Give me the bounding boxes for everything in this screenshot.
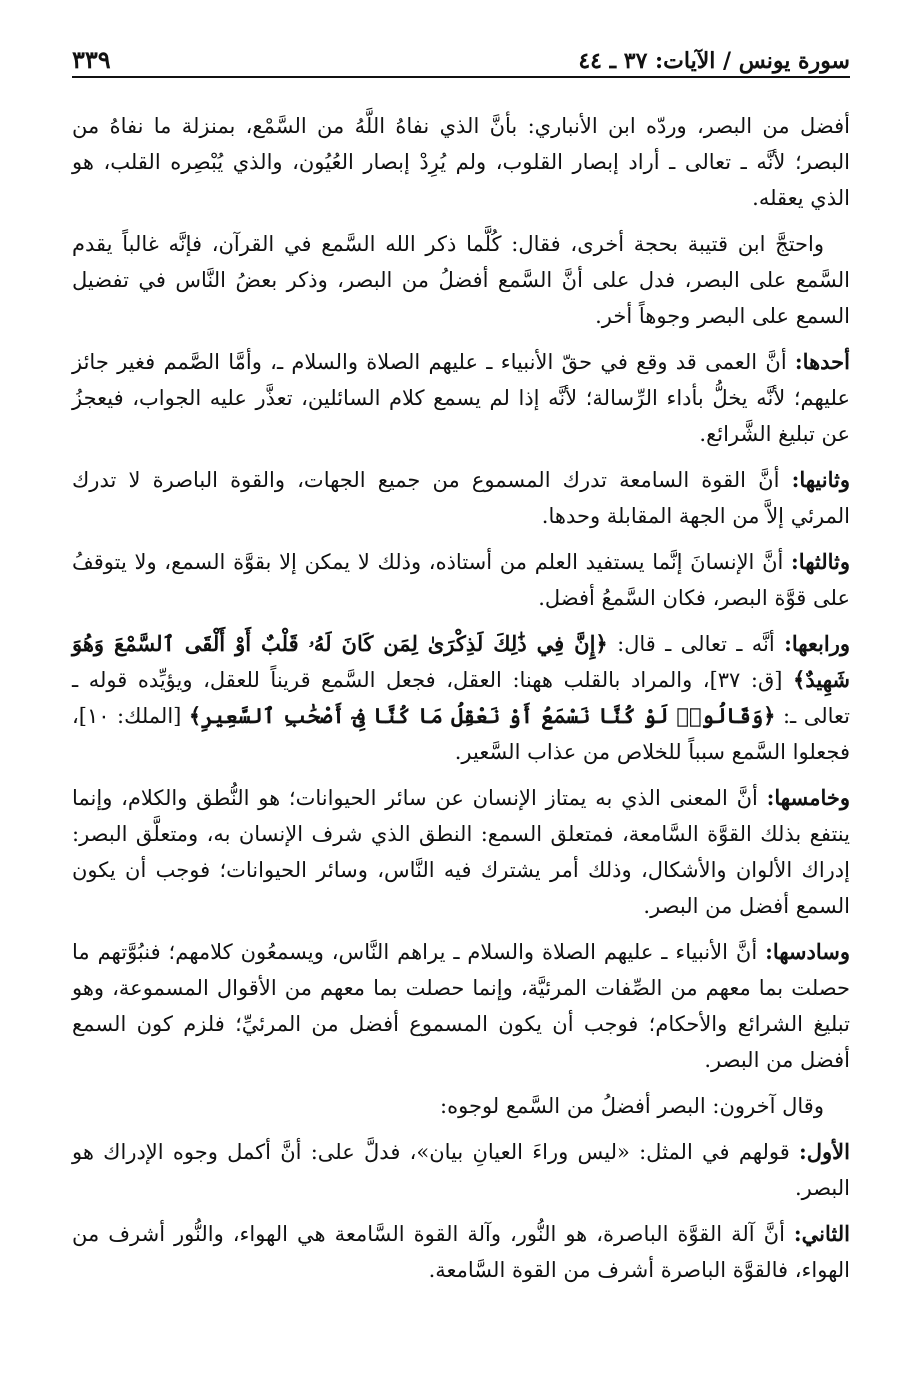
counter-heading-2: الثاني: (793, 1221, 850, 1246)
running-title: سورة يونس / الآيات: ٣٧ ـ ٤٤ (578, 48, 850, 74)
paragraph-3 (72, 344, 850, 452)
point-text-4c: [الملك: ١٠]، فجعلوا السَّمع سبباً للخلاص من عذاب السَّعير. (72, 704, 850, 764)
quran-verse-1: ﴿إِنَّ فِي ذَٰلِكَ لَذِكْرَىٰ لِمَن كَانَ لَهُۥ قَلْبٌ أَوْ أَلْقَى ٱلسَّمْعَ وَهُوَ شَهِيدٌ﴾ (72, 631, 850, 692)
point-text-1: أنَّ العمى قد وقع في حقّ الأنبياء ـ عليهم الصلاة والسلام ـ، وأمَّا الصَّمم فغير جائز عليهم؛ لأنَّه يخلُّ بأداء الرِّسالة؛ لأنَّه إذا لم يسمع كلام السائلين، تعذَّر عليه الجواب، فيعجزُ عن تبليغ الشَّرائع. (72, 350, 850, 446)
paragraph-10 (72, 1134, 850, 1206)
paragraph-9: وقال آخرون: البصر أفضلُ من السَّمع لوجوه: (440, 1094, 824, 1118)
paragraph-7 (72, 780, 850, 924)
paragraph-1: أفضل من البصر، وردّه ابن الأنباري: بأنَّ الذي نفاهُ اللَّهُ من السَّمْع، بمنزلة ما نفاهُ من البصر؛ لأنَّه ـ تعالى ـ أراد إبصار القلوب، ولم يُرِدْ إبصار العُيُون، والذي يُبْصِره القلب، هو الذي يعقله. (72, 114, 850, 210)
paragraph-4 (72, 462, 850, 534)
paragraph-8 (72, 934, 850, 1078)
point-heading-2: وثانيها: (791, 467, 850, 492)
point-text-2: أنَّ القوة السامعة تدرك المسموع من جميع الجهات، والقوة الباصرة لا تدرك المرئي إلاَّ من الجهة المقابلة وحدها. (72, 468, 850, 528)
counter-text-1: قولهم في المثل: «ليس وراءَ العيانِ بيان»، فدلَّ على: أنَّ أكمل وجوه الإدراك هو البصر. (72, 1140, 850, 1200)
point-heading-5: وخامسها: (766, 785, 850, 810)
page-body (72, 108, 850, 1288)
counter-text-2: أنَّ آلة القوَّة الباصرة، هو النُّور، وآلة القوة السَّامعة هي الهواء، والنُّور أشرف من الهواء، فالقوَّة الباصرة أشرف من القوة السَّامعة. (72, 1222, 850, 1282)
point-text-6: أنَّ الأنبياء ـ عليهم الصلاة والسلام ـ يراهم النَّاس، ويسمعُون كلامهم؛ فنبُوَّتهم ما حصلت بما معهم من الصِّفات المرئيَّة، وإنما حصلت بما معهم من الأقوال المسموعة، وهو تبليغ الشرائع والأحكام؛ فوجب أن يكون المسموع أفضل من المرئيِّ؛ فلزم كون السمع أفضل من البصر. (72, 940, 850, 1072)
point-text-3: أنَّ الإنسانَ إنَّما يستفيد العلم من أستاذه، وذلك لا يمكن إلا بقوَّة السمع، ولا يتوقفُ على قوَّة البصر، فكان السَّمعُ أفضل. (72, 550, 850, 610)
quran-verse-2: ﴿وَقَالُوا۟ لَوْ كُنَّا نَسْمَعُ أَوْ نَعْقِلُ مَا كُنَّا فِىٓ أَصْحَٰبِ ٱلسَّعِيرِ﴾ (188, 703, 776, 728)
counter-heading-1: الأول: (799, 1139, 850, 1164)
point-heading-3: وثالثها: (791, 549, 850, 574)
paragraph-2: واحتجَّ ابن قتيبة بحجة أخرى، فقال: كُلَّما ذكر الله السَّمع في القرآن، فإنَّه غالباً يقدم السَّمع على البصر، فدل على أنَّ السَّمع أفضلُ من البصر، وذكر بعضُ النَّاس في تفضيل السمع على البصر وجوهاً أخر. (72, 232, 850, 328)
point-text-5: أنَّ المعنى الذي به يمتاز الإنسان عن سائر الحيوانات؛ هو النُّطق والكلام، وإنما ينتفع بذلك القوَّة السَّامعة، فمتعلق السمع: النطق الذي شرف الإنسان به، ومتعلَّق البصر: إدراك الألوان والأشكال، وذلك أمر يشترك فيه النَّاس، وسائر الحيوانات؛ فوجب أن يكون السمع أفضل من البصر. (72, 786, 850, 918)
point-heading-4: ورابعها: (784, 631, 850, 656)
paragraph-5 (72, 544, 850, 616)
book-page (72, 40, 850, 1298)
point-text-4b: [ق: ٣٧]، والمراد بالقلب ههنا: العقل، فجعل السَّمع قريناً للعقل، ويؤيِّده قوله ـ تعالى ـ: (72, 668, 850, 728)
point-text-4a: أنَّه ـ تعالى ـ قال: (607, 632, 785, 656)
paragraph-11 (72, 1216, 850, 1288)
paragraph-6 (72, 626, 850, 770)
page-number: ٣٣٩ (72, 45, 111, 74)
point-heading-6: وسادسها: (765, 939, 850, 964)
running-header (72, 40, 850, 78)
point-heading-1: أحدها: (794, 349, 850, 374)
